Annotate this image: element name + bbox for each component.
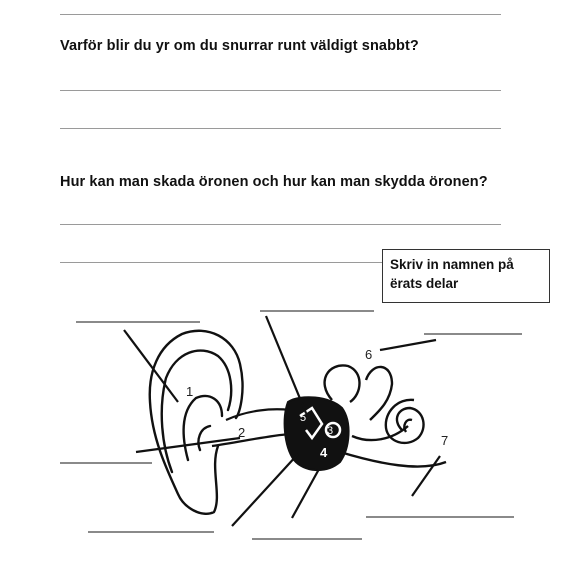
part-label-5: 5 [300, 412, 307, 424]
instruction-line-2: ёrats delar [390, 276, 459, 291]
question-2: Hur kan man skada öronen och hur kan man skydda öronen? [60, 174, 488, 190]
question-1: Varför blir du yr om du snurrar runt väldigt snabbt? [60, 38, 419, 54]
instruction-line-1: Skriv in namnen på [390, 257, 514, 272]
ear-diagram [0, 300, 564, 564]
part-label-4: 4 [320, 445, 328, 460]
leader-line [232, 454, 298, 526]
part-label-7: 7 [441, 433, 449, 448]
leader-line [412, 456, 440, 496]
leader-line [380, 340, 436, 350]
instruction-box [382, 249, 550, 303]
answer-line[interactable] [60, 224, 501, 225]
answer-line[interactable] [60, 262, 382, 263]
part-label-3: 3 [327, 425, 334, 437]
part-label-2: 2 [238, 425, 246, 440]
answer-line[interactable] [60, 128, 501, 129]
part-label-1: 1 [186, 384, 194, 399]
part-label-6: 6 [365, 347, 373, 362]
answer-line[interactable] [60, 14, 501, 15]
outer-ear [150, 331, 246, 514]
answer-line[interactable] [60, 90, 501, 91]
